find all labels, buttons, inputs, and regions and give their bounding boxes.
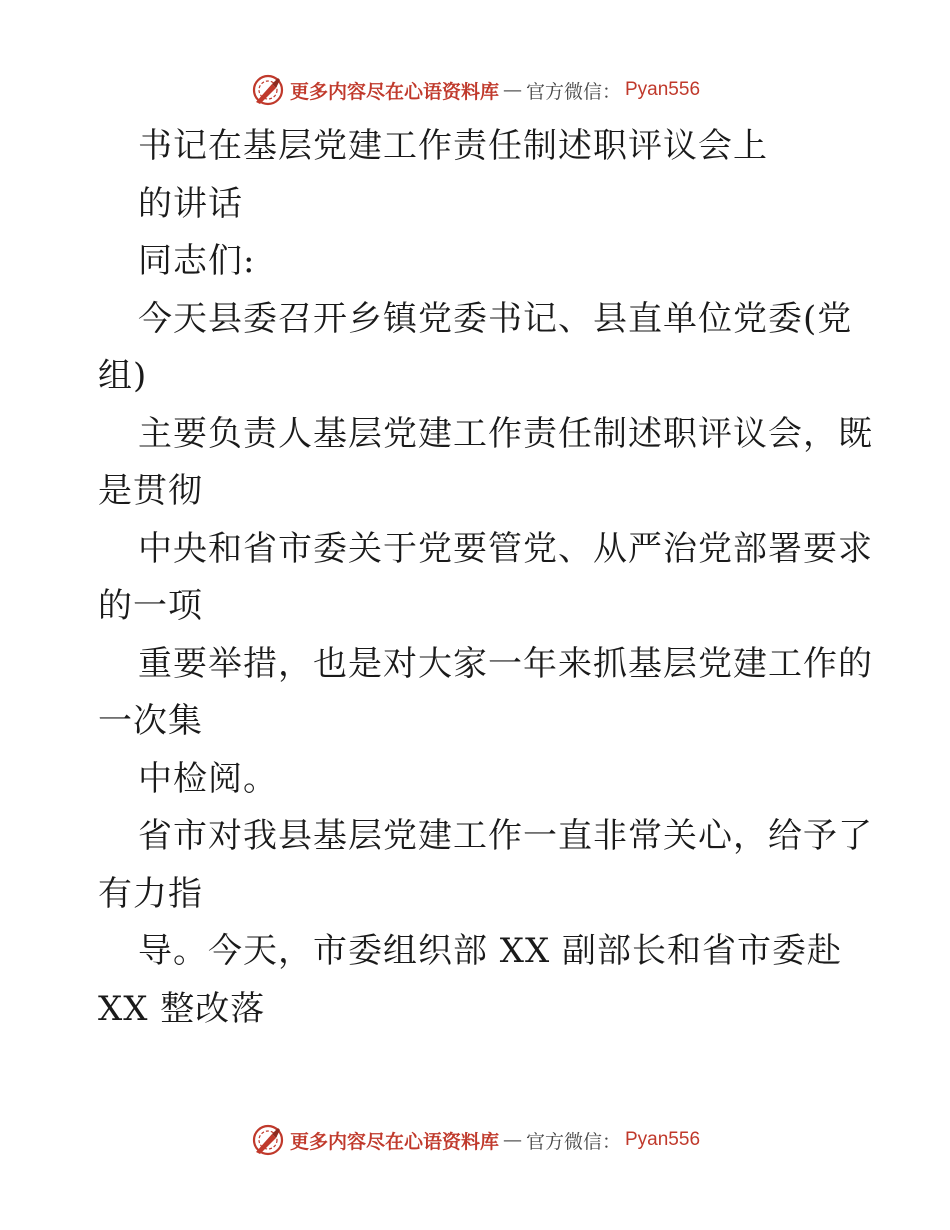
document-line: 主要负责人基层党建工作责任制述职评议会，既 xyxy=(138,413,873,454)
watermark-wechat-id: Pyan556 xyxy=(625,1129,701,1150)
document-line: 书记在基层党建工作责任制述职评议会上 xyxy=(138,126,768,166)
document-line: 一次集 xyxy=(98,701,203,741)
footer-watermark-banner xyxy=(0,1120,950,1160)
watermark-site-text: 更多内容尽在心语资料库 xyxy=(289,80,499,103)
header-watermark-banner xyxy=(0,70,950,110)
pen-nib-circle-logo xyxy=(250,72,286,108)
document-line: 导。今天，市委组织部 XX 副部长和省市委赴 xyxy=(138,931,843,971)
document-line: 有力指 xyxy=(98,873,203,914)
document-line: 省市对我县基层党建工作一直非常关心，给予了 xyxy=(138,816,873,856)
watermark-wechat-label: 官方微信： xyxy=(525,1130,621,1153)
document-line: 重要举措，也是对大家一年来抓基层党建工作的 xyxy=(138,643,873,684)
document-line: XX 整改落 xyxy=(98,988,266,1029)
document-line: 的讲话 xyxy=(138,183,243,224)
document-line: 组) xyxy=(98,356,148,396)
watermark-separator: — xyxy=(502,79,522,101)
watermark-content xyxy=(250,1122,700,1158)
document-line: 是贯彻 xyxy=(98,471,203,511)
document-line: 同志们: xyxy=(138,241,256,281)
document-line: 今天县委召开乡镇党委书记、县直单位党委(党 xyxy=(138,298,853,339)
watermark-separator: — xyxy=(502,1129,522,1151)
watermark-wechat-label: 官方微信： xyxy=(525,80,621,103)
watermark-wechat-id: Pyan556 xyxy=(625,79,701,100)
document-body xyxy=(98,118,873,1038)
watermark-content xyxy=(250,72,700,108)
document-line: 中央和省市委关于党要管党、从严治党部署要求 xyxy=(138,528,873,569)
document-line: 的一项 xyxy=(98,586,203,626)
watermark-site-text: 更多内容尽在心语资料库 xyxy=(289,1130,499,1153)
document-line: 中检阅。 xyxy=(138,758,278,799)
pen-nib-circle-logo xyxy=(250,1122,286,1158)
